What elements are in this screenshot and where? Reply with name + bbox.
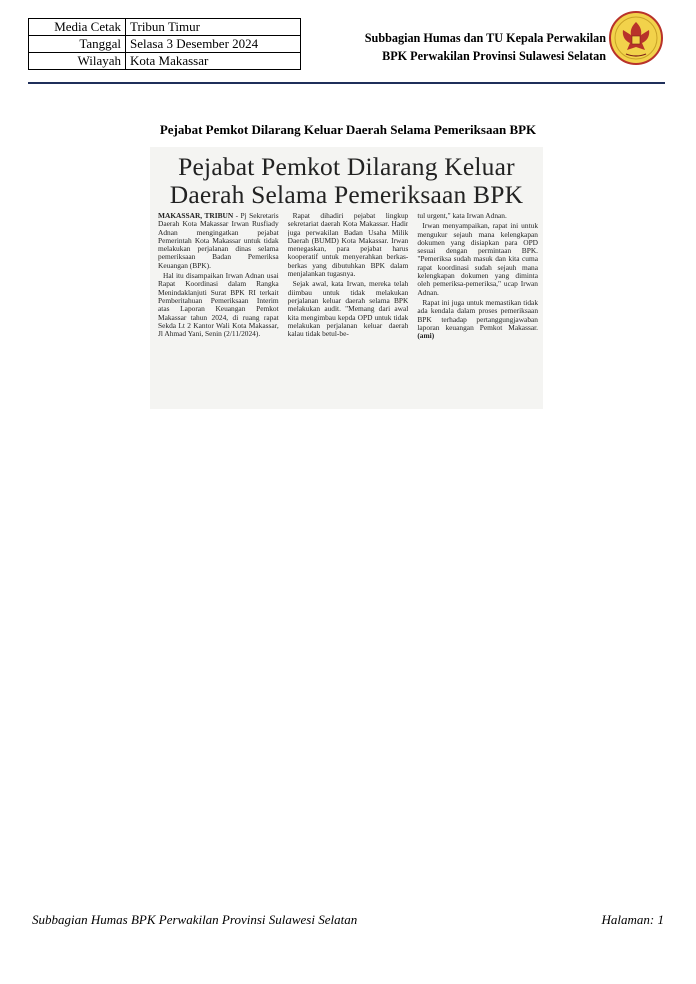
clip-paragraph: Sejak awal, kata Irwan, mereka telah diimbau untuk tidak melakukan perjalanan keluar daerah selama BPK melakukan audit. "Memang dari awal kita mengimbau kepda OPD untuk tidak melakukan perjalanan keluar daerah kalau tidak betul-be-: [287, 279, 409, 339]
org-header: [300, 29, 606, 65]
date-label: Tanggal: [29, 36, 126, 53]
region-label: Wilayah: [29, 53, 126, 70]
date-value: Selasa 3 Desember 2024: [126, 36, 301, 53]
clip-headline-line-1: Pejabat Pemkot Dilarang Keluar: [178, 152, 515, 181]
region-row: [29, 53, 301, 70]
date-row: [29, 36, 301, 53]
clip-column-2: [288, 212, 409, 406]
article-title: Pejabat Pemkot Dilarang Keluar Daerah Selama Pemeriksaan BPK: [159, 122, 537, 137]
news-clipping: [150, 147, 543, 409]
garuda-emblem-icon: [608, 10, 664, 66]
dateline: MAKASSAR, TRIBUN: [158, 212, 234, 220]
clip-text: - Pj Sekretaris Daerah Kota Makassar Irwan Rusfiady Adnan mengingatkan pejabat Pemerintah Kota Makassar untuk tidak melakukan perjalanan dinas selama pemeriksaan Badan Pemeriksa Keuangan (BPK).: [158, 212, 279, 270]
clip-text: Rapat ini juga untuk memastikan tidak ada kendala dalam proses pemeriksaan BPK terhadap pertanggungjawaban laporan keuangan Pemkot Makassar.: [417, 297, 539, 332]
footer-organization: Subbagian Humas BPK Perwakilan Provinsi Sulawesi Selatan: [32, 912, 358, 927]
media-info-table: [28, 18, 301, 70]
clip-paragraph: Irwan menyampaikan, rapat ini untuk mengukur sejauh mana kelengkapan dokumen yang disiapkan para OPD sesuai dengan permintaan BPK. "Pemeriksa sudah masuk dan kita cuma rapat koordinasi sudah sejauh mana kelengkapan dokumen yang diminta oleh pemeriksa-pemeriksa," ucap Irwan Adnan.: [417, 221, 539, 297]
media-value: Tribun Timur: [126, 19, 301, 36]
org-line-2: BPK Perwakilan Provinsi Sulawesi Selatan: [382, 49, 606, 63]
clip-paragraph: Rapat dihadiri pejabat lingkup sekretariat daerah Kota Makassar. Hadir juga perwakilan Badan Usaha Milik Daerah (BUMD) Kota Makassar. Irwan menegaskan, para pejabat harus kooperatif untuk menyerahkan berkas-berkas yang dibutuhkan BPK dalam menjalankan tugasnya.: [287, 212, 409, 279]
clip-paragraph: Hal itu disampaikan Irwan Adnan usai Rapat Koordinasi dalam Rangka Menindaklanjuti Surat BPK RI terkait Pemberitahuan Pemeriksaan Interim atas Laporan Keuangan Pemkot Makassar tahun 2024, di ruang rapat Sekda Lt 2 Kantor Wali Kota Makassar, Jl Ahmad Yani, Senin (2/11/2024).: [158, 271, 279, 339]
page-number: Halaman: 1: [601, 912, 664, 927]
clip-headline-line-2: Daerah Selama Pemeriksaan BPK: [169, 180, 524, 209]
clip-headline: [150, 153, 543, 209]
clip-paragraph: [158, 212, 279, 270]
clip-columns: [158, 212, 538, 406]
byline: (ami): [417, 331, 435, 341]
region-value: Kota Makassar: [126, 53, 301, 70]
clip-column-3: [417, 212, 538, 406]
clip-paragraph: [417, 299, 538, 340]
clip-paragraph: tul urgent," kata Irwan Adnan.: [417, 212, 507, 220]
clip-column-1: [158, 212, 279, 406]
header-divider: [28, 82, 665, 84]
media-row: [29, 19, 301, 36]
media-label: Media Cetak: [29, 19, 126, 36]
org-line-1: Subbagian Humas dan TU Kepala Perwakilan: [364, 31, 606, 45]
